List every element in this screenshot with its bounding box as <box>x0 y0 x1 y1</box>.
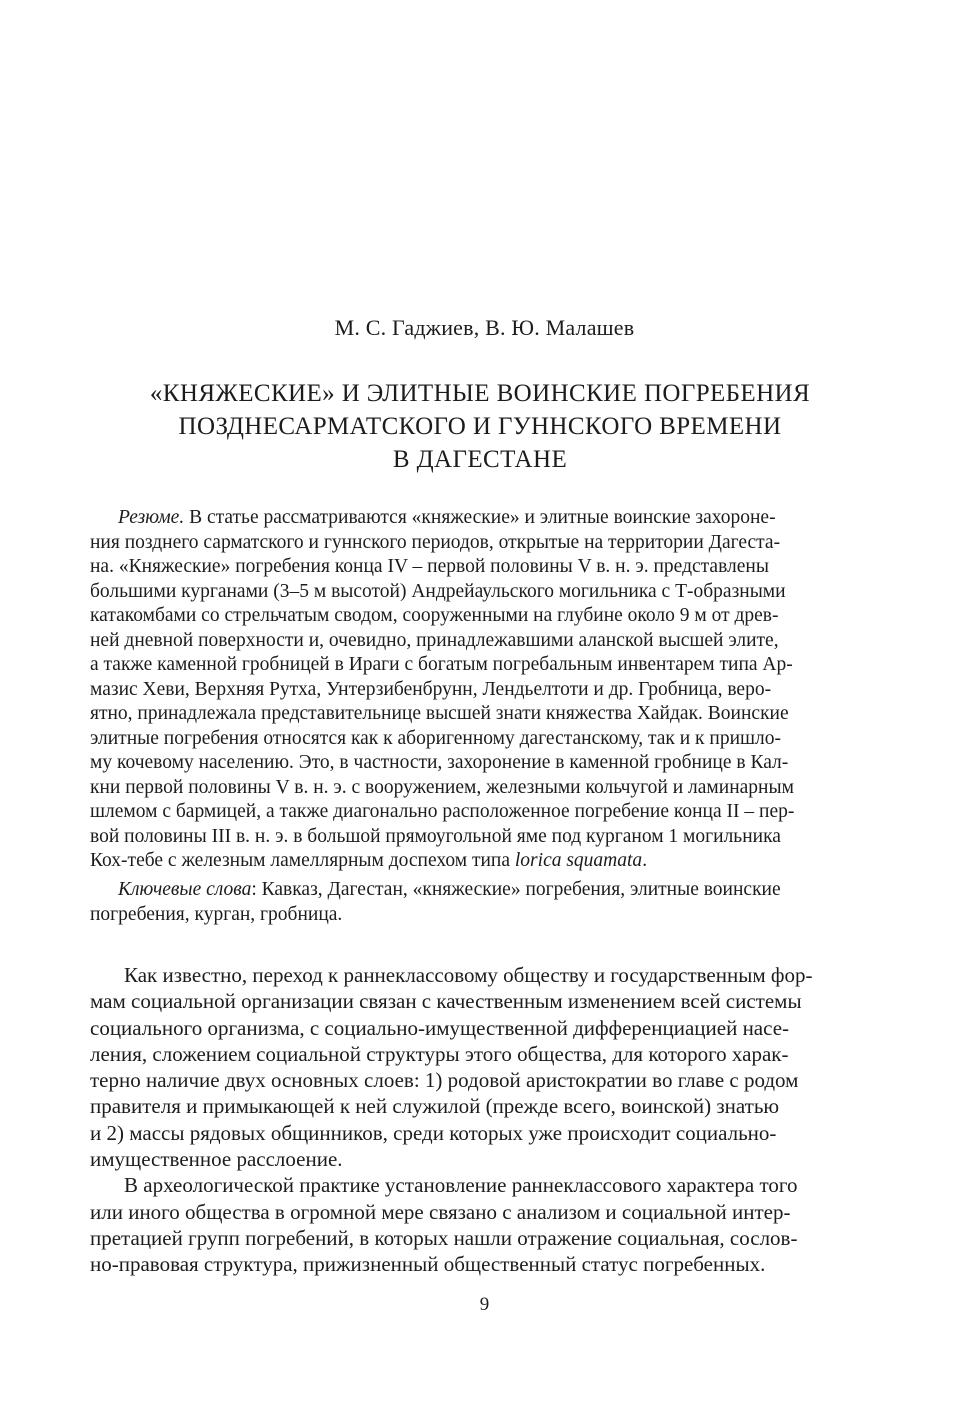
keywords-text: : Кавказ, Дагестан, «княжеские» погребения, элитные воинские <box>251 879 781 900</box>
title-line: В ДАГЕСТАНЕ <box>392 446 568 473</box>
abstract-line: ней дневной поверхности и, очевидно, принадлежавшими аланской высшей элите, <box>90 629 779 651</box>
abstract-line: катакомбами со стрельчатым сводом, сооруженными на глубине около 9 м от древ- <box>90 605 779 626</box>
abstract-line: шлемом с бармицей, а также диагонально расположенное погребение конца II – пер- <box>90 801 795 822</box>
body-line: Как известно, переход к раннеклассовому обществу и государственным фор- <box>124 963 813 987</box>
abstract-line: му кочевому населению. Это, в частности, захоронение в каменной гробнице в Кал- <box>90 752 789 773</box>
abstract-line: на. «Княжеские» погребения конца IV – первой половины V в. н. э. представлены <box>90 556 769 577</box>
body-line: и 2) массы рядовых общинников, среди которых уже происходит социально- <box>90 1120 777 1145</box>
body-line: социального организма, с социально-имущественной дифференциацией насе- <box>90 1015 790 1040</box>
body-line: ления, сложением социальной структуры этого общества, для которого харак- <box>90 1041 789 1066</box>
abstract-line <box>90 849 870 874</box>
abstract-line: ния позднего сарматского и гуннского периодов, открытые на территории Дагеста- <box>90 531 781 553</box>
abstract-line: кни первой половины V в. н. э. с вооружением, железными кольчугой и ламинарным <box>90 776 794 798</box>
abstract-latin-term: lorica squamata <box>514 850 643 871</box>
abstract-line: а также каменной гробницей в Ираги с богатым погребальным инвентарем типа Ар- <box>90 654 793 675</box>
body-line: но-правовая структура, прижизненный общественный статус погребенных. <box>90 1252 766 1277</box>
body-line: имущественное расслоение. <box>90 1147 343 1172</box>
abstract-text: . <box>642 850 648 871</box>
abstract-line <box>90 506 870 531</box>
abstract-line: элитные погребения относятся как к аборигенному дагестанскому, так и к пришло- <box>90 727 782 749</box>
keywords-line <box>90 878 870 903</box>
keywords <box>90 878 870 927</box>
title-line: ПОЗДНЕСАРМАТСКОГО И ГУННСКОГО ВРЕМЕНИ <box>178 413 782 440</box>
abstract-line: ятно, принадлежала представительнице высшей знати княжества Хайдак. Воинские <box>90 703 789 724</box>
title-line: «КНЯЖЕСКИЕ» И ЭЛИТНЫЕ ВОИНСКИЕ ПОГРЕБЕНИЯ <box>149 380 811 407</box>
page-number: 9 <box>479 1294 490 1315</box>
abstract <box>90 506 870 874</box>
authors: М. С. Гаджиев, В. Ю. Малашев <box>334 315 635 340</box>
abstract-label: Резюме. <box>118 507 185 528</box>
body-line: правителя и примыкающей к ней служилой (прежде всего, воинской) знатью <box>90 1094 780 1119</box>
keywords-line: погребения, курган, гробница. <box>90 903 343 925</box>
body-line: претацией групп погребений, в которых нашли отражение социальная, сослов- <box>90 1225 798 1250</box>
abstract-text: Кох-тебе с железным ламеллярным доспехом типа <box>90 850 515 871</box>
keywords-label: Ключевые слова <box>118 879 252 900</box>
abstract-line: мазис Хеви, Верхняя Рутха, Унтерзибенбрунн, Лендьелтоти и др. Гробница, веро- <box>90 678 772 700</box>
body-line: мам социальной организации связан с качественным изменением всей системы <box>90 989 802 1014</box>
body-text <box>90 962 870 1278</box>
abstract-line: большими курганами (3–5 м высотой) Андрейаульского могильника с Т-образными <box>90 580 786 602</box>
article-title <box>90 377 870 476</box>
abstract-text: В статье рассматриваются «княжеские» и элитные воинские захороне- <box>184 507 776 528</box>
body-line: или иного общества в огромной мере связано с анализом и социальной интер- <box>90 1199 791 1224</box>
body-line: терно наличие двух основных слоев: 1) родовой аристократии во главе с родом <box>90 1068 799 1093</box>
body-line: В археологической практике установление раннеклассового характера того <box>124 1173 798 1198</box>
abstract-line: вой половины III в. н. э. в большой прямоугольной яме под курганом 1 могильника <box>90 825 781 847</box>
